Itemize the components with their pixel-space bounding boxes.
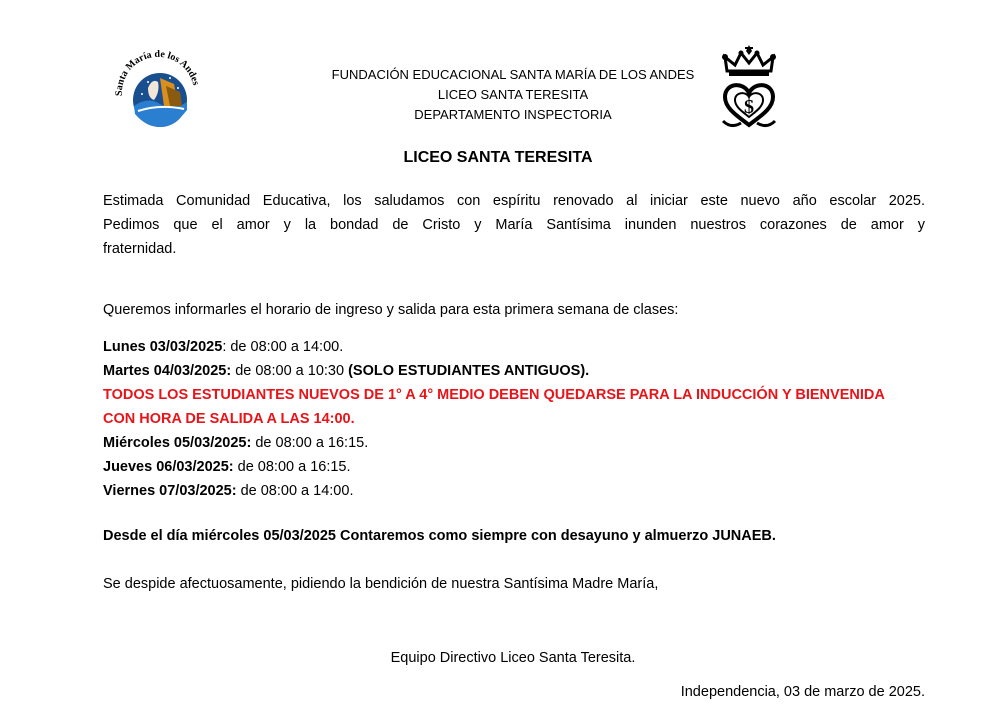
schedule-block <box>103 335 925 503</box>
schedule-monday: Lunes 03/03/2025: de 08:00 a 14:00. <box>103 339 344 355</box>
intro-line-3: fraternidad. <box>103 241 177 257</box>
new-students-notice-line-1: TODOS LOS ESTUDIANTES NUEVOS DE 1° A 4° MEDIO DEBEN QUEDARSE PARA LA INDUCCIÓN Y BIENVENIDA <box>103 387 885 403</box>
new-students-notice-line-2: CON HORA DE SALIDA A LAS 14:00. <box>103 411 355 427</box>
header-school: LICEO SANTA TERESITA <box>437 87 589 102</box>
santa-maria-logo <box>108 48 208 130</box>
schedule-wednesday: Miércoles 05/03/2025: de 08:00 a 16:15. <box>103 435 369 451</box>
signature: Equipo Directivo Liceo Santa Teresita. <box>390 650 636 666</box>
intro-line-2: Pedimos que el amor y la bondad de Cristo y María Santísima inunden nuestros corazones de amor y <box>103 217 925 233</box>
logo-arc-text: Santa María de los Andes <box>113 48 202 97</box>
schedule-tuesday: Martes 04/03/2025: de 08:00 a 10:30 (SOLO ESTUDIANTES ANTIGUOS). <box>103 363 590 379</box>
page-title: LICEO SANTA TERESITA <box>403 149 593 166</box>
schedule-thursday: Jueves 06/03/2025: de 08:00 a 16:15. <box>103 459 351 475</box>
schedule-friday: Viernes 07/03/2025: de 08:00 a 14:00. <box>103 483 354 499</box>
intro-line-1: Estimada Comunidad Educativa, los saludamos con espíritu renovado al iniciar este nuevo año escolar 2025. <box>103 193 925 209</box>
schedule-intro: Queremos informarles el horario de ingreso y salida para esta primera semana de clases: <box>103 302 679 318</box>
header-department: DEPARTAMENTO INSPECTORIA <box>414 107 612 122</box>
place-date: Independencia, 03 de marzo de 2025. <box>680 684 925 700</box>
farewell-text: Se despide afectuosamente, pidiendo la bendición de nuestra Santísima Madre María, <box>103 576 659 592</box>
header-foundation: FUNDACIÓN EDUCACIONAL SANTA MARÍA DE LOS ANDES <box>331 67 695 82</box>
svg-text:$: $ <box>744 96 754 118</box>
crown-heart-emblem-icon <box>717 45 781 129</box>
junaeb-notice: Desde el día miércoles 05/03/2025 Contaremos como siempre con desayuno y almuerzo JUNAEB. <box>103 528 776 544</box>
